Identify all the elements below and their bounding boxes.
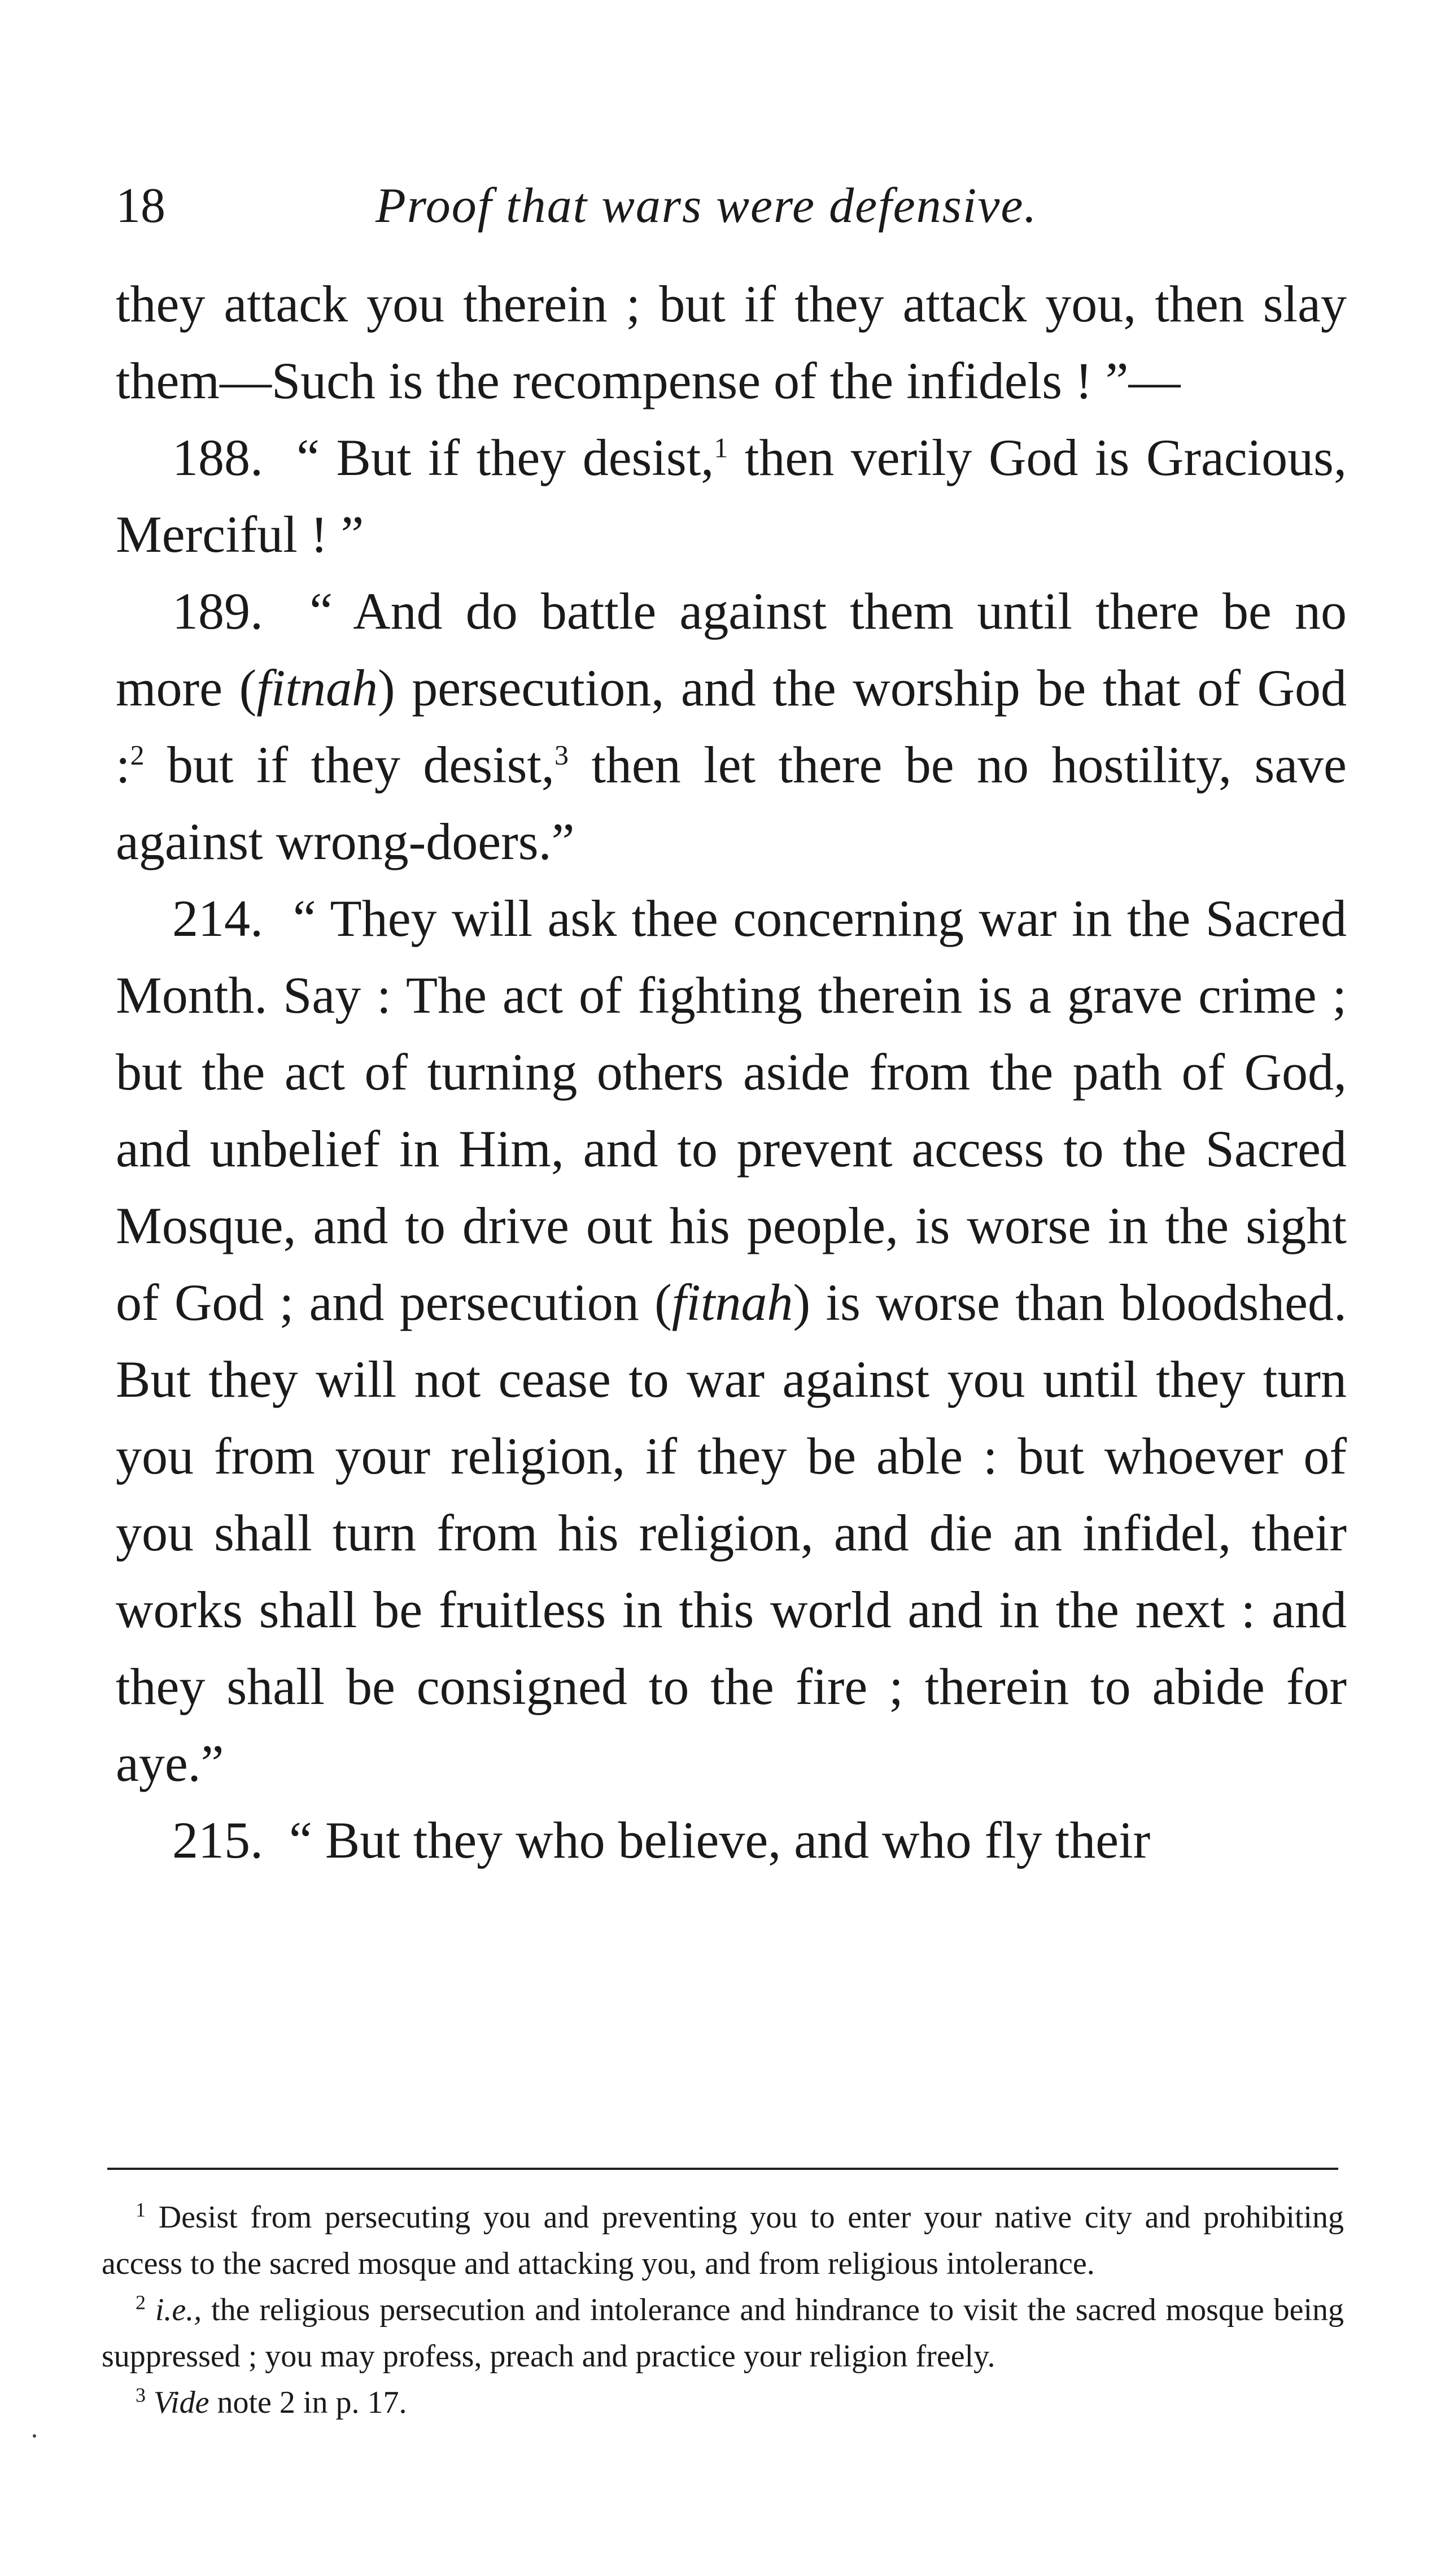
verse-number: 189. <box>172 582 263 640</box>
print-speck <box>33 2434 36 2438</box>
verse-188 <box>116 419 1347 573</box>
footnote-mark: 1 <box>136 2198 146 2221</box>
italic-term: fitnah <box>256 659 378 717</box>
footnote-text: note 2 in p. 17. <box>209 2385 407 2420</box>
verse-number: 215. <box>172 1811 263 1869</box>
footnote-mark: 3 <box>136 2383 146 2407</box>
verse-number: 188. <box>172 429 263 486</box>
paragraph-continuation <box>116 265 1347 419</box>
verse-text: but if they desist, <box>144 736 554 794</box>
footnote-ref: 2 <box>130 739 145 771</box>
italic-term: fitnah <box>671 1274 793 1331</box>
verse-text: “ And do battle against them until there be no more ( <box>116 582 1347 717</box>
footnote-text: Desist from persecuting you and preventing you to enter your native city and prohibiting access to the sacred mosque and attacking you, and from religious intolerance. <box>102 2200 1344 2281</box>
verse-text: ) persecution, and the worship be that of God : <box>116 659 1347 794</box>
footnote-ref: 3 <box>554 739 569 771</box>
footnote-italic: Vide <box>154 2385 209 2420</box>
footnote-mark: 2 <box>136 2291 146 2314</box>
footnote-3 <box>102 2379 1344 2426</box>
footnote-2 <box>102 2287 1344 2379</box>
verse-text: “ But if they desist, <box>296 429 714 486</box>
running-head: Proof that wars were defensive. <box>375 178 1038 233</box>
verse-text: ) is worse than bloodshed. But they will not cease to war against you until they turn you from your religion, if they be able : but whoever of you shall turn from his religion, and die an infidel, their works shall be fruitless in this world and in the next : and they shall be consigned to the fire ; therein to abide for aye.” <box>116 1274 1347 1792</box>
verse-number: 214. <box>172 890 263 947</box>
footnote-1 <box>102 2194 1344 2287</box>
verse-text: then verily God is Gracious, Merciful ! ” <box>116 429 1347 563</box>
verse-214 <box>116 880 1347 1802</box>
footnote-text: the religious persecution and intolerance and hindrance to visit the sacred mosque being suppressed ; you may profess, preach and practice your religion freely. <box>102 2292 1344 2374</box>
verse-215 <box>116 1802 1347 1878</box>
footnotes <box>102 2194 1344 2426</box>
paragraph-text: they attack you therein ; but if they attack you, then slay them—Such is the recompense of the infidels ! ”— <box>116 275 1347 409</box>
footnote-divider <box>107 2168 1338 2170</box>
footnote-ref: 1 <box>714 431 728 464</box>
verse-text: “ They will ask thee concerning war in the Sacred Month. Say : The act of fighting therein is a grave crime ; but the act of turning others aside from the path of God, and unbelief in Him, and to prevent access to the Sacred Mosque, and to drive out his people, is worse in the sight of God ; and persecution ( <box>116 890 1347 1331</box>
main-text <box>116 265 1347 1878</box>
page-header <box>116 172 1358 240</box>
verse-text: then let there be no hostility, save against wrong-doers.” <box>116 736 1347 870</box>
verse-189 <box>116 573 1347 880</box>
page-number: 18 <box>116 178 165 233</box>
verse-text: “ But they who believe, and who fly their <box>289 1811 1151 1869</box>
footnote-italic: i.e., <box>155 2292 202 2327</box>
